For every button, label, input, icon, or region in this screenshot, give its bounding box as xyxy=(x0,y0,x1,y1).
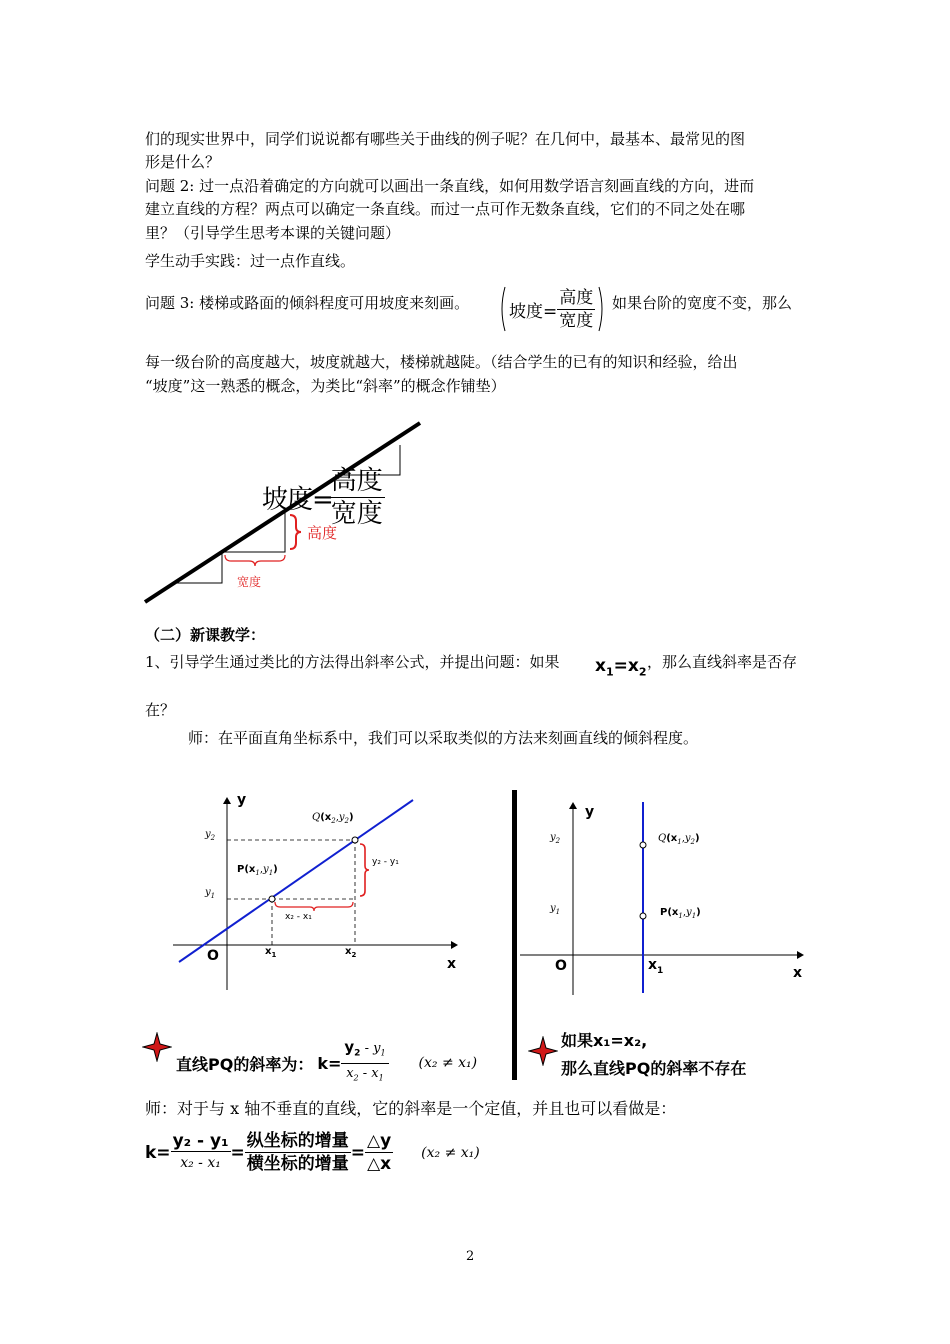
right-x1-label xyxy=(648,957,663,976)
height-label: 高度 xyxy=(307,524,338,542)
right-y2: y xyxy=(550,832,556,843)
right-y1-label xyxy=(550,903,560,916)
paragraph-q2-1: 问题 2: 过一点沿着确定的方向就可以画出一条直线，如何用数学语言刻画直线的方向，进而 xyxy=(145,177,755,195)
cl-den-b: - x xyxy=(358,1065,379,1081)
stair-big-denominator: 宽度 xyxy=(330,499,383,529)
final-frac-1-den: x₂ - x₁ xyxy=(180,1155,221,1171)
point-q xyxy=(352,837,358,843)
paragraph-item1-2: 在？ xyxy=(145,701,176,719)
caption-left xyxy=(142,1028,502,1083)
final-frac-2-den: 横坐标的增量 xyxy=(246,1154,349,1174)
final-frac-2-num: 纵坐标的增量 xyxy=(246,1131,349,1151)
caption-right-cond: x₁=x₂, xyxy=(593,1031,648,1050)
left-x2: x xyxy=(345,946,352,957)
item1-text-before: 1、引导学生通过类比的方法得出斜率公式，并提出问题：如果 xyxy=(145,653,560,671)
caption-left-k: k= xyxy=(317,1053,342,1073)
paragraph-q2-2: 建立直线的方程？两点可以确定一条直线。而过一点可作无数条直线，它们的不同之处在哪 xyxy=(145,200,746,218)
final-formula xyxy=(145,1130,480,1175)
caption-left-fraction xyxy=(341,1038,388,1088)
left-x2-sub: 2 xyxy=(351,951,357,959)
p-y: y xyxy=(263,864,269,875)
cond-x1: x xyxy=(595,656,606,676)
cond-sub2: 2 xyxy=(638,665,647,679)
slope-numerator: 高度 xyxy=(559,287,594,308)
left-y2: y xyxy=(205,829,211,840)
caption-left-text: 直线PQ的斜率为： xyxy=(176,1054,314,1074)
cl-den-a: x xyxy=(346,1065,354,1081)
slope-fraction xyxy=(557,287,595,332)
final-eq-2: = xyxy=(350,1142,366,1163)
dx-brace xyxy=(275,902,353,911)
left-x1-sub: 1 xyxy=(271,951,277,959)
left-y-label: y xyxy=(237,792,247,808)
right-q-coord: $Q(x_1,y_2)$ xyxy=(658,833,700,846)
section-2-heading: （二）新课教学： xyxy=(145,626,266,644)
right-p-coord: $P(x_1,y_1)$ xyxy=(660,907,701,920)
right-y1-sub: 1 xyxy=(555,908,561,916)
left-y1-label xyxy=(205,887,215,900)
star-icon xyxy=(142,1032,172,1062)
left-line-pq xyxy=(179,800,413,962)
left-y1-sub: 1 xyxy=(210,892,216,900)
left-x1: x xyxy=(265,946,272,957)
right-origin: O xyxy=(555,958,567,974)
paragraph-intro-2: 形是什么？ xyxy=(145,153,221,171)
left-y1: y xyxy=(205,887,211,898)
final-condition: (x₂ ≠ x₁) xyxy=(421,1144,480,1161)
p-label: P xyxy=(237,864,245,875)
q-sub-x: 2 xyxy=(331,817,336,825)
caption-right xyxy=(528,1028,808,1080)
right-y-label: y xyxy=(585,804,595,820)
dy-brace xyxy=(360,844,369,896)
stair-big-lhs: 坡度= xyxy=(262,485,333,515)
q-y: y xyxy=(338,812,345,823)
graph-left xyxy=(165,790,465,1000)
left-p-coord: $P(x_1,y_1)$ xyxy=(237,864,278,877)
final-frac-1 xyxy=(171,1131,231,1174)
right-q-label: Q xyxy=(658,833,667,844)
right-point-q xyxy=(640,842,646,848)
item1-text-after: ，那么直线斜率是否存 xyxy=(647,653,798,671)
p-sub-x: 1 xyxy=(255,869,260,877)
cl-num-b-sub: 1 xyxy=(380,1048,386,1058)
width-brace xyxy=(225,555,285,566)
cond-eq: = xyxy=(613,656,628,676)
paragraph-q2-3: 里？（引导学生思考本课的关键问题） xyxy=(145,224,401,242)
final-k: k= xyxy=(145,1142,171,1163)
slope-formula-box xyxy=(497,283,607,335)
left-x2-label xyxy=(345,946,356,959)
stair-figure xyxy=(140,415,430,610)
slope-formula-lhs: 坡度= xyxy=(509,301,558,322)
left-q-coord: $Q(x_2,y_2)$ xyxy=(312,812,354,825)
paragraph-intro-1: 们的现实世界中，同学们说说都有哪些关于曲线的例子呢？在几何中，最基本、最常见的图 xyxy=(145,130,746,148)
cl-den-b-sub: 1 xyxy=(378,1073,384,1083)
paragraph-teacher-2: 师：对于与 x 轴不垂直的直线，它的斜率是一个定值，并且也可以看做是： xyxy=(145,1099,677,1118)
left-x1-label xyxy=(265,946,276,959)
caption-left-condition: (x₂ ≠ x₁) xyxy=(418,1055,478,1072)
point-p xyxy=(269,896,275,902)
paragraph-q3-3: “坡度”这一熟悉的概念，为类比“斜率”的概念作铺垫） xyxy=(145,377,506,395)
paragraph-teacher-1: 师：在平面直角坐标系中，我们可以采取类似的方法来刻画直线的倾斜程度。 xyxy=(188,729,699,747)
paragraph-q3-2: 每一级台阶的高度越大，坡度就越大，楼梯就越陡。（结合学生的已有的知识和经验，给出 xyxy=(145,353,738,371)
final-frac-1-num: y₂ - y₁ xyxy=(172,1131,229,1151)
cl-num-a: y xyxy=(344,1038,355,1056)
left-x-label: x xyxy=(447,956,457,972)
stair-big-fraction xyxy=(329,465,385,530)
final-frac-3-den: △x xyxy=(367,1154,392,1174)
right-p-label: P xyxy=(660,907,668,918)
right-x1-sub: 1 xyxy=(657,965,664,976)
star-icon-right xyxy=(528,1036,558,1066)
cl-num-b: - y xyxy=(360,1041,381,1056)
final-frac-3 xyxy=(365,1130,393,1175)
final-frac-2 xyxy=(245,1130,351,1175)
stair-big-formula xyxy=(262,465,385,530)
q3-text-before: 问题 3: 楼梯或路面的倾斜程度可用坡度来刻画。 xyxy=(145,294,470,312)
right-y1: y xyxy=(550,903,556,914)
right-y2-label xyxy=(550,832,560,845)
caption-right-line2: 那么直线PQ的斜率不存在 xyxy=(561,1059,747,1078)
slope-denominator: 宽度 xyxy=(559,310,594,331)
final-eq-1: = xyxy=(230,1142,245,1163)
p-sub-y: 1 xyxy=(268,869,274,877)
left-y2-sub: 2 xyxy=(210,834,216,842)
page-number: 2 xyxy=(466,1249,475,1264)
left-y2-label xyxy=(205,829,215,842)
paragraph-practice: 学生动手实践：过一点作直线。 xyxy=(145,252,356,270)
q-sub-y: 2 xyxy=(344,817,350,825)
right-x1: x xyxy=(648,957,658,973)
cond-sub1: 1 xyxy=(605,665,614,679)
right-point-p xyxy=(640,913,646,919)
cond-x2: x xyxy=(627,656,639,676)
graph-right xyxy=(518,795,810,1000)
cl-num-a-sub: 2 xyxy=(354,1048,361,1059)
stair-big-numerator: 高度 xyxy=(330,466,383,496)
right-x-label: x xyxy=(793,965,803,981)
right-y2-sub: 2 xyxy=(555,837,561,845)
condition-x1-eq-x2 xyxy=(595,656,647,678)
caption-right-line1 xyxy=(561,1028,647,1051)
caption-right-if: 如果 xyxy=(561,1031,594,1050)
q-label: Q xyxy=(312,812,321,823)
dy-label: y₂ - y₁ xyxy=(372,857,399,867)
final-frac-3-num: △y xyxy=(367,1131,392,1151)
cl-den-a-sub: 2 xyxy=(353,1073,359,1083)
q3-text-after: 如果台阶的宽度不变，那么 xyxy=(612,294,793,312)
vertical-divider xyxy=(512,790,517,1080)
left-origin: O xyxy=(207,948,219,964)
dx-label: x₂ - x₁ xyxy=(285,912,312,922)
width-label: 宽度 xyxy=(237,575,262,589)
